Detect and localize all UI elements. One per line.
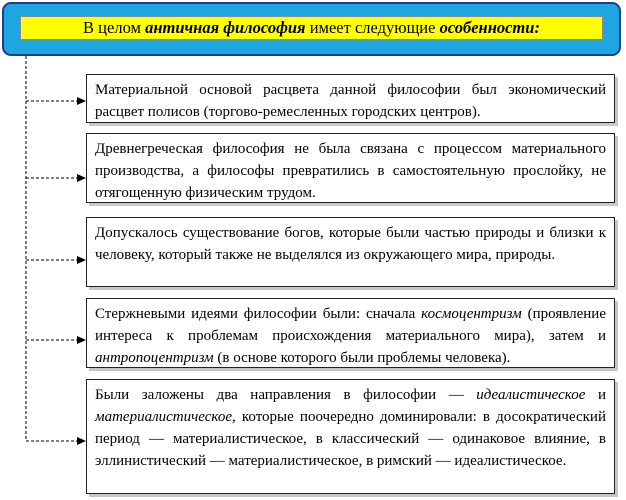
feature-box-4 [86, 298, 615, 368]
feature-text: Были заложены два направления в философии — [95, 387, 477, 403]
feature-text: Стержневыми идеями философии были: сначала [95, 306, 422, 322]
feature-term: космоцентризм [421, 306, 522, 322]
feature-text: (в основе которого были проблемы человека). [213, 350, 511, 366]
feature-text: Древнегреческая философия не была связана с процессом материального производства, а философы превратились в самостоятельную прослойку, не отягощенную физическим трудом. [95, 141, 606, 201]
feature-text: Материальной основой расцвета данной философии был экономический расцвет полисов (торгово-ремесленных городских центров). [95, 82, 606, 120]
title-prefix: В целом [83, 18, 141, 37]
feature-text: которые поочередно доминировали: в досократический период — материалистическое, в классический — одинаковое влияние, в эллинистический — материалистическое, в римский — идеалистическое. [95, 409, 606, 469]
feature-box-5 [86, 379, 615, 494]
feature-term: материалистическое, [95, 409, 236, 425]
feature-text: (проявление интереса к проблемам происхождения материального мира), затем и [95, 306, 606, 344]
feature-box-1 [86, 74, 615, 123]
title-emphasis-ancient-philosophy: античная философия [145, 18, 306, 37]
feature-term: антропоцентризм [95, 350, 214, 366]
feature-text: и [585, 387, 606, 403]
feature-text: Допускалось существование богов, которые были частью природы и близки к человеку, который также не выделялся из окружающего мира, природы. [95, 225, 606, 263]
feature-box-3 [86, 217, 615, 287]
feature-term: идеалистическое [476, 387, 586, 403]
title-middle: имеет следующие [309, 18, 436, 37]
feature-box-2 [86, 133, 615, 203]
title-emphasis-features: особенности: [439, 18, 540, 37]
